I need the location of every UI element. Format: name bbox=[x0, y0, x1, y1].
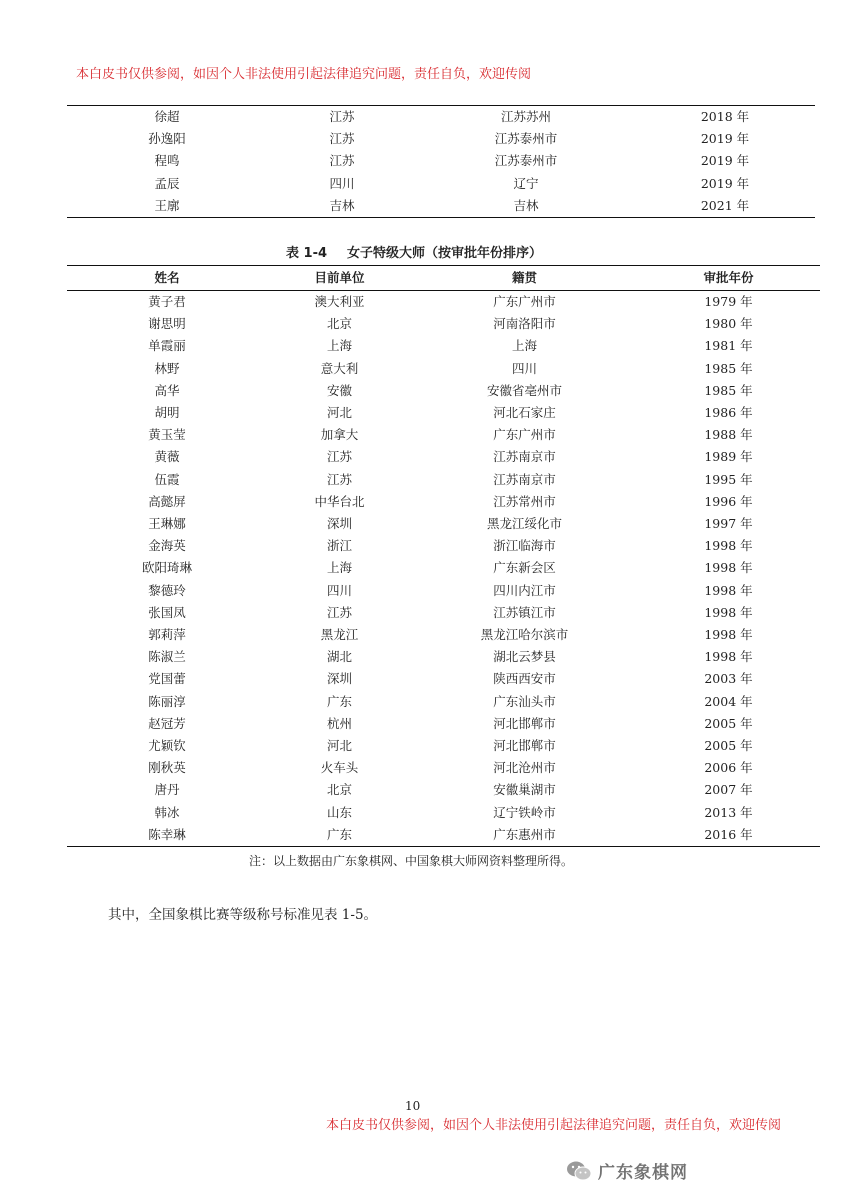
cell-origin: 黑龙江绥化市 bbox=[486, 516, 562, 532]
cell-origin: 江苏苏州 bbox=[500, 109, 551, 124]
cell-unit: 山东 bbox=[326, 804, 352, 820]
cell-origin: 河南洛阳市 bbox=[493, 316, 556, 332]
table-row bbox=[67, 735, 820, 757]
cell-origin: 河北沧州市 bbox=[493, 760, 556, 776]
table-row bbox=[67, 668, 820, 690]
cell-year: 1996 年 bbox=[704, 493, 753, 509]
table-row bbox=[67, 313, 820, 335]
cell-name: 黄薇 bbox=[154, 449, 180, 465]
cell-name: 程鸣 bbox=[154, 153, 180, 169]
table-row bbox=[67, 380, 820, 402]
cell-name: 韩冰 bbox=[154, 804, 180, 820]
disclaimer-bottom: 本白皮书仅供参阅，如因个人非法使用引起法律追究问题，责任自负，欢迎传阅 bbox=[326, 1118, 782, 1133]
header-name: 姓名 bbox=[67, 266, 267, 291]
cell-unit: 黑龙江 bbox=[320, 627, 359, 643]
table-header-row bbox=[67, 266, 820, 291]
cell-year: 2006 年 bbox=[704, 760, 753, 776]
cell-name: 赵冠芳 bbox=[148, 715, 186, 731]
table-caption-title: 女子特级大师（按审批年份排序） bbox=[347, 246, 543, 261]
continued-table bbox=[67, 105, 815, 218]
watermark bbox=[566, 1158, 688, 1183]
cell-year: 1979 年 bbox=[704, 294, 753, 309]
table-row bbox=[67, 557, 820, 579]
table-row bbox=[67, 580, 820, 602]
women-grandmasters-table bbox=[67, 265, 820, 847]
cell-year: 2016 年 bbox=[704, 826, 753, 842]
cell-name: 欧阳琦琳 bbox=[141, 560, 192, 576]
cell-origin: 广东广州市 bbox=[493, 294, 556, 309]
cell-unit: 加拿大 bbox=[320, 427, 359, 443]
table-row bbox=[67, 446, 820, 468]
cell-origin: 江苏南京市 bbox=[493, 449, 556, 465]
cell-year: 1998 年 bbox=[704, 582, 753, 598]
cell-name: 黎德玲 bbox=[148, 582, 186, 598]
cell-year: 2013 年 bbox=[704, 804, 753, 820]
table-row bbox=[67, 150, 815, 172]
page-number: 10 bbox=[405, 1099, 421, 1113]
cell-origin: 上海 bbox=[511, 338, 537, 354]
cell-name: 黄玉莹 bbox=[148, 427, 186, 443]
cell-origin: 安徽省亳州市 bbox=[486, 382, 562, 398]
table-row bbox=[67, 335, 820, 357]
cell-year: 2019 年 bbox=[700, 175, 750, 191]
cell-origin: 河北邯郸市 bbox=[493, 715, 556, 731]
cell-origin: 陕西西安市 bbox=[493, 671, 556, 687]
cell-unit: 四川 bbox=[326, 582, 352, 598]
cell-name: 胡明 bbox=[154, 405, 180, 421]
cell-origin: 吉林 bbox=[513, 197, 539, 213]
cell-year: 1985 年 bbox=[704, 360, 753, 376]
cell-name: 伍霞 bbox=[154, 471, 180, 487]
cell-name: 单霞丽 bbox=[148, 338, 186, 354]
cell-name: 谢思明 bbox=[148, 316, 186, 332]
cell-year: 2003 年 bbox=[704, 671, 753, 687]
cell-unit: 澳大利亚 bbox=[314, 294, 365, 309]
cell-name: 高华 bbox=[154, 382, 180, 398]
cell-origin: 安徽巢湖市 bbox=[493, 782, 556, 798]
wechat-icon bbox=[566, 1159, 592, 1183]
table-row bbox=[67, 358, 820, 380]
cell-name: 陈幸琳 bbox=[148, 826, 186, 842]
cell-origin: 河北邯郸市 bbox=[493, 738, 556, 754]
table-row bbox=[67, 602, 820, 624]
cell-name: 王廓 bbox=[154, 197, 180, 213]
cell-origin: 江苏镇江市 bbox=[493, 604, 556, 620]
cell-year: 1980 年 bbox=[704, 316, 753, 332]
cell-year: 1981 年 bbox=[704, 338, 753, 354]
disclaimer-top: 本白皮书仅供参阅，如因个人非法使用引起法律追究问题，责任自负，欢迎传阅 bbox=[76, 67, 532, 82]
table-row bbox=[67, 757, 820, 779]
table-row bbox=[67, 491, 820, 513]
header-unit: 目前单位 bbox=[267, 266, 412, 291]
cell-year: 1985 年 bbox=[704, 382, 753, 398]
cell-name: 金海英 bbox=[148, 538, 186, 554]
cell-unit: 深圳 bbox=[326, 516, 352, 532]
cell-name: 郭莉萍 bbox=[148, 627, 186, 643]
cell-origin: 广东广州市 bbox=[493, 427, 556, 443]
cell-year: 2019 年 bbox=[700, 131, 750, 147]
cell-name: 党国蕾 bbox=[148, 671, 186, 687]
cell-origin: 江苏南京市 bbox=[493, 471, 556, 487]
watermark-text: 广东象棋网 bbox=[598, 1163, 688, 1183]
table-row bbox=[67, 779, 820, 801]
cell-year: 1986 年 bbox=[704, 405, 753, 421]
cell-unit: 浙江 bbox=[326, 538, 352, 554]
cell-name: 孟辰 bbox=[154, 175, 180, 191]
cell-year: 1988 年 bbox=[704, 427, 753, 443]
cell-unit: 江苏 bbox=[329, 131, 355, 147]
cell-unit: 吉林 bbox=[329, 197, 355, 213]
cell-year: 2005 年 bbox=[704, 738, 753, 754]
cell-unit: 深圳 bbox=[326, 671, 352, 687]
cell-unit: 上海 bbox=[326, 560, 352, 576]
cell-year: 1998 年 bbox=[704, 604, 753, 620]
table-row bbox=[67, 802, 820, 824]
cell-unit: 意大利 bbox=[320, 360, 359, 376]
cell-origin: 江苏泰州市 bbox=[494, 131, 558, 147]
cell-name: 王琳娜 bbox=[148, 516, 186, 532]
cell-origin: 江苏泰州市 bbox=[494, 153, 558, 169]
header-year: 审批年份 bbox=[637, 266, 820, 291]
cell-unit: 江苏 bbox=[326, 604, 352, 620]
table-note: 注：以上数据由广东象棋网、中国象棋大师网资料整理所得。 bbox=[249, 854, 574, 868]
cell-year: 1997 年 bbox=[704, 516, 753, 532]
cell-name: 徐超 bbox=[154, 109, 180, 124]
table-row bbox=[67, 173, 815, 195]
cell-origin: 广东汕头市 bbox=[493, 693, 556, 709]
cell-origin: 浙江临海市 bbox=[493, 538, 556, 554]
cell-unit: 江苏 bbox=[329, 109, 355, 124]
cell-unit: 河北 bbox=[326, 405, 352, 421]
cell-year: 2021 年 bbox=[700, 197, 750, 213]
table-row bbox=[67, 646, 820, 668]
cell-origin: 辽宁铁岭市 bbox=[493, 804, 556, 820]
cell-name: 张国凤 bbox=[148, 604, 186, 620]
header-origin: 籍贯 bbox=[412, 266, 637, 291]
table-caption bbox=[286, 242, 542, 261]
table-row bbox=[67, 513, 820, 535]
cell-origin: 黑龙江哈尔滨市 bbox=[480, 627, 569, 643]
cell-year: 1989 年 bbox=[704, 449, 753, 465]
cell-year: 1995 年 bbox=[704, 471, 753, 487]
cell-unit: 上海 bbox=[326, 338, 352, 354]
cell-year: 1998 年 bbox=[704, 538, 753, 554]
cell-origin: 四川内江市 bbox=[493, 582, 556, 598]
cell-year: 1998 年 bbox=[704, 649, 753, 665]
table-caption-number: 表 1-4 bbox=[286, 246, 328, 261]
cell-name: 高懿屏 bbox=[148, 493, 186, 509]
cell-unit: 杭州 bbox=[326, 715, 352, 731]
cell-year: 1998 年 bbox=[704, 627, 753, 643]
table-row bbox=[67, 535, 820, 557]
cell-year: 2007 年 bbox=[704, 782, 753, 798]
cell-origin: 广东惠州市 bbox=[493, 826, 556, 842]
table-row bbox=[67, 402, 820, 424]
cell-unit: 安徽 bbox=[326, 382, 352, 398]
cell-unit: 江苏 bbox=[326, 449, 352, 465]
table-row bbox=[67, 713, 820, 735]
cell-unit: 湖北 bbox=[326, 649, 352, 665]
cell-name: 唐丹 bbox=[154, 782, 180, 798]
cell-name: 陈淑兰 bbox=[148, 649, 186, 665]
table-row bbox=[67, 691, 820, 713]
cell-name: 孙逸阳 bbox=[148, 131, 186, 147]
table-row bbox=[67, 624, 820, 646]
table-row bbox=[67, 128, 815, 150]
cell-origin: 河北石家庄 bbox=[493, 405, 556, 421]
table-row bbox=[67, 469, 820, 491]
cell-unit: 北京 bbox=[326, 316, 352, 332]
cell-origin: 辽宁 bbox=[513, 175, 539, 191]
cell-origin: 江苏常州市 bbox=[493, 493, 556, 509]
cell-unit: 广东 bbox=[326, 826, 352, 842]
cell-origin: 四川 bbox=[511, 360, 537, 376]
cell-unit: 广东 bbox=[326, 693, 352, 709]
table-row bbox=[67, 824, 820, 847]
cell-name: 陈丽淳 bbox=[148, 693, 186, 709]
cell-year: 1998 年 bbox=[704, 560, 753, 576]
cell-unit: 中华台北 bbox=[314, 493, 365, 509]
cell-unit: 火车头 bbox=[320, 760, 359, 776]
table-row bbox=[67, 106, 815, 129]
cell-unit: 四川 bbox=[329, 175, 355, 191]
table-row bbox=[67, 424, 820, 446]
cell-year: 2018 年 bbox=[700, 109, 750, 124]
cell-unit: 江苏 bbox=[329, 153, 355, 169]
cell-year: 2019 年 bbox=[700, 153, 750, 169]
cell-origin: 广东新会区 bbox=[493, 560, 556, 576]
cell-name: 黄子君 bbox=[148, 294, 186, 309]
cell-year: 2005 年 bbox=[704, 715, 753, 731]
body-paragraph: 其中，全国象棋比赛等级称号标准见表 1-5。 bbox=[108, 907, 378, 923]
cell-year: 2004 年 bbox=[704, 693, 753, 709]
cell-name: 尤颖钦 bbox=[148, 738, 186, 754]
cell-unit: 北京 bbox=[326, 782, 352, 798]
cell-name: 林野 bbox=[154, 360, 180, 376]
cell-origin: 湖北云梦县 bbox=[493, 649, 556, 665]
cell-name: 刚秋英 bbox=[148, 760, 186, 776]
cell-unit: 江苏 bbox=[326, 471, 352, 487]
table-row bbox=[67, 291, 820, 314]
cell-unit: 河北 bbox=[326, 738, 352, 754]
table-row bbox=[67, 195, 815, 218]
